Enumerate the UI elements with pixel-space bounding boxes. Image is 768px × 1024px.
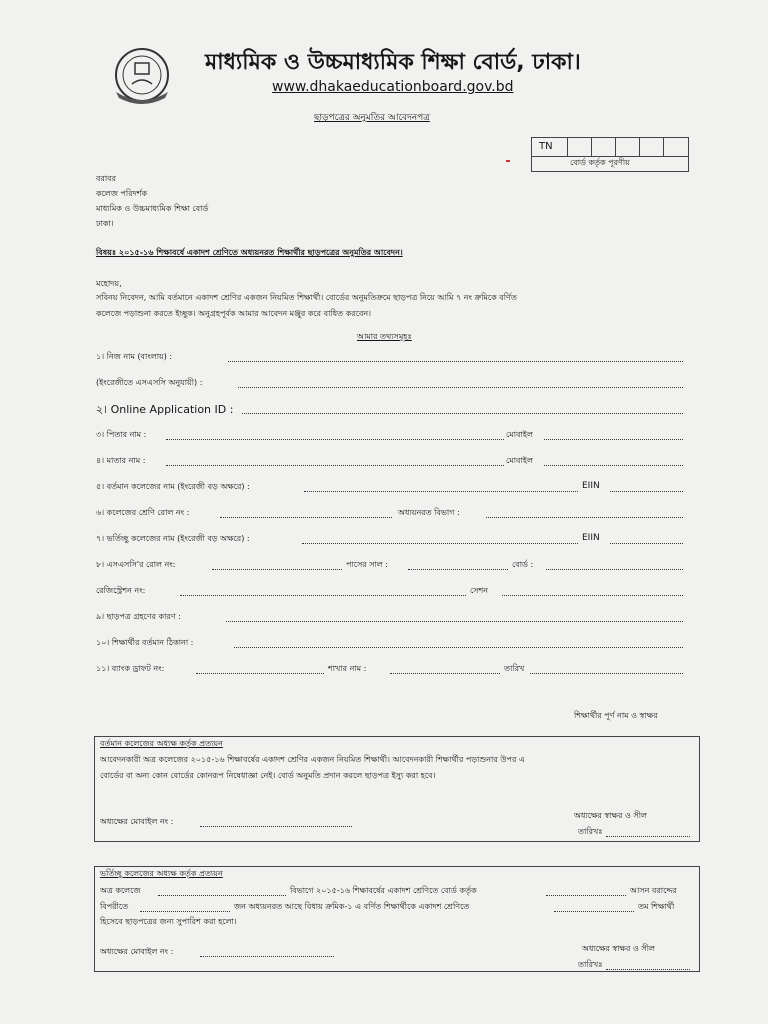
field-session-label: সেশন bbox=[470, 586, 489, 595]
box1-mobile-label: অধ্যক্ষের মোবাইল নং : bbox=[100, 817, 174, 826]
box2-line2-c: তম শিক্ষার্থী bbox=[638, 902, 675, 911]
field-eiin-1-line[interactable] bbox=[610, 491, 683, 492]
field-board-label: বোর্ড : bbox=[512, 560, 534, 569]
box1-line: বোর্ডের বা অন্য কোন বোর্ডের কোনরূপ নিষেধাজ্ঞা নেই। বোর্ড অনুমতি প্রদান করলে ছাড়পত্র ইস্যু করা হবে। bbox=[100, 771, 436, 780]
recipient-line: মাধ্যমিক ও উচ্চমাধ্যমিক শিক্ষা বোর্ড bbox=[96, 204, 209, 213]
field-ssc-roll-line[interactable] bbox=[212, 569, 342, 570]
field-name-bn-label: ১। নিজ নাম (বাংলায়) : bbox=[96, 352, 173, 361]
box2-date-line[interactable] bbox=[606, 969, 690, 970]
field-online-id-label: ২। Online Application ID : bbox=[96, 403, 234, 416]
field-address-label: ১০। শিক্ষার্থীর বর্তমান ঠিকানা : bbox=[96, 638, 194, 647]
field-mother-label: ৪। মাতার নাম : bbox=[96, 456, 146, 465]
box2-line1-blank-2[interactable] bbox=[546, 895, 626, 896]
box2-line2-a: বিপরীতে bbox=[100, 902, 129, 911]
field-branch-line[interactable] bbox=[390, 673, 500, 674]
box1-date-label: তারিখঃ bbox=[578, 827, 603, 836]
box2-line2-b: জন অধ্যয়নরত আছে বিধায় ক্রমিক-১ এ বর্ণিত শিক্ষার্থীকে একাদশ শ্রেণিতে bbox=[234, 902, 470, 911]
field-department-line[interactable] bbox=[486, 517, 683, 518]
salutation: মহোদয়, bbox=[96, 279, 122, 288]
recipient-line: কলেজ পরিদর্শক bbox=[96, 189, 148, 198]
box2-mobile-label: অধ্যক্ষের মোবাইল নং : bbox=[100, 947, 174, 956]
box2-title: ভর্তিচ্ছু কলেজের অধ্যক্ষ কর্তৃক প্রত্যয়ন bbox=[100, 869, 223, 878]
box2-line1-c: আসন বরাদ্দের bbox=[630, 886, 677, 895]
box2-line2-blank-1[interactable] bbox=[140, 911, 230, 912]
field-name-en-line[interactable] bbox=[238, 387, 683, 388]
recipient-line: বরাবর bbox=[96, 174, 117, 183]
field-bank-draft-label: ১১। ব্যাংক ড্রাফট নং: bbox=[96, 664, 165, 673]
box2-date-label: তারিখঃ bbox=[578, 960, 603, 969]
body-line: কলেজে পড়াশুনা করতে ইচ্ছুক। অনুগ্রহপূর্বক আমার আবেদন মঞ্জুর করে বাধিত করবেন। bbox=[96, 309, 372, 318]
field-eiin-2-label: EIIN bbox=[582, 533, 600, 543]
box2-line3: হিসেবে ছাড়পত্রের জন্য সুপারিশ করা হলো। bbox=[100, 917, 237, 926]
form-title: ছাড়পত্রের অনুমতির আবেদনপত্র bbox=[314, 113, 430, 123]
box2-line1-a: অত্র কলেজে bbox=[100, 886, 141, 895]
field-registration-label: রেজিস্ট্রেশন নং: bbox=[96, 586, 146, 595]
field-father-mobile-line[interactable] bbox=[544, 439, 683, 440]
field-mother-mobile-line[interactable] bbox=[544, 465, 683, 466]
box1-line: আবেদনকারী অত্র কলেজের ২০১৫-১৬ শিক্ষাবর্ষের একাদশ শ্রেণির একজন নিয়মিত শিক্ষার্থী। আবেদনকারী শিক্ষার্থীর পড়াশুনার উপর এ bbox=[100, 755, 525, 764]
mark bbox=[506, 160, 510, 162]
field-name-bn-line[interactable] bbox=[228, 361, 683, 362]
box1-date-line[interactable] bbox=[606, 836, 690, 837]
field-department-label: অধ্যয়নরত বিভাগ : bbox=[398, 508, 460, 517]
box2-mobile-line[interactable] bbox=[200, 956, 334, 957]
field-board-line[interactable] bbox=[546, 569, 683, 570]
subject-line: বিষয়ঃ ২০১৫-১৬ শিক্ষাবর্ষে একাদশ শ্রেণিতে অধ্যয়নরত শিক্ষার্থীর ছাড়পত্রের অনুমতির আবেদন। bbox=[96, 248, 403, 257]
field-name-en-label: (ইংরেজীতে এসএসসি অনুযায়ী) : bbox=[96, 378, 203, 387]
field-mother-line[interactable] bbox=[166, 465, 504, 466]
student-signature-label: শিক্ষার্থীর পূর্ণ নাম ও স্বাক্ষর bbox=[574, 711, 658, 720]
field-ssc-roll-label: ৮। এসএসসি'র রোল নং: bbox=[96, 560, 176, 569]
field-pass-year-line[interactable] bbox=[408, 569, 508, 570]
field-bank-draft-line[interactable] bbox=[196, 673, 324, 674]
field-eiin-2-line[interactable] bbox=[610, 543, 683, 544]
field-reason-line[interactable] bbox=[226, 621, 683, 622]
box2-line2-blank-2[interactable] bbox=[554, 911, 634, 912]
box2-line1-b: বিভাগে ২০১৫-১৬ শিক্ষাবর্ষের একাদশ শ্রেণিতে বোর্ড কর্তৃক bbox=[290, 886, 477, 895]
field-date-label: তারিখ bbox=[504, 664, 525, 673]
tn-note: বোর্ড কর্তৃক পূরণীয় bbox=[570, 158, 630, 167]
field-father-label: ৩। পিতার নাম : bbox=[96, 430, 147, 439]
field-registration-line[interactable] bbox=[180, 595, 466, 596]
field-target-college-label: ৭। ভর্তিচ্ছু কলেজের নাম (ইংরেজী বড় অক্ষরে) : bbox=[96, 534, 250, 543]
field-class-roll-label: ৬। কলেজের শ্রেণি রোল নং : bbox=[96, 508, 190, 517]
field-father-line[interactable] bbox=[166, 439, 504, 440]
tn-box bbox=[531, 137, 689, 172]
board-website[interactable]: www.dhakaeducationboard.gov.bd bbox=[272, 79, 514, 95]
box2-sign-label: অধ্যক্ষের স্বাক্ষর ও সীল bbox=[582, 944, 655, 953]
body-line: সবিনয় নিবেদন, আমি বর্তমানে একাদশ শ্রেণির একজন নিয়মিত শিক্ষার্থী। বোর্ডের অনুমতিক্রমে ছাড়পত্র নিয়ে আমি ৭ নং ক্রমিকে বর্ণিত bbox=[96, 293, 517, 302]
field-reason-label: ৯। ছাড়পত্র গ্রহণের কারণ : bbox=[96, 612, 181, 621]
field-target-college-line[interactable] bbox=[302, 543, 578, 544]
field-branch-label: শাখার নাম : bbox=[328, 664, 367, 673]
board-title: মাধ্যমিক ও উচ্চমাধ্যমিক শিক্ষা বোর্ড, ঢাকা। bbox=[205, 50, 581, 75]
field-current-college-line[interactable] bbox=[304, 491, 578, 492]
field-date-line[interactable] bbox=[530, 673, 683, 674]
tn-label: TN bbox=[539, 141, 553, 152]
field-current-college-label: ৫। বর্তমান কলেজের নাম (ইংরেজী বড় অক্ষরে) : bbox=[96, 482, 250, 491]
box1-title: বর্তমান কলেজের অধ্যক্ষ কর্তৃক প্রত্যয়ন bbox=[100, 739, 223, 748]
field-eiin-1-label: EIIN bbox=[582, 481, 600, 491]
field-pass-year-label: পাসের সাল : bbox=[346, 560, 388, 569]
box2-line1-blank-1[interactable] bbox=[158, 895, 286, 896]
field-online-id-line[interactable] bbox=[242, 413, 683, 414]
field-father-mobile-label: মোবাইল bbox=[506, 430, 533, 439]
field-address-line[interactable] bbox=[234, 647, 683, 648]
board-logo bbox=[110, 46, 174, 110]
info-heading: আমার তথ্যসমূহঃ bbox=[357, 332, 412, 341]
recipient-line: ঢাকা। bbox=[96, 219, 114, 228]
current-college-certification-box bbox=[94, 736, 700, 842]
field-class-roll-line[interactable] bbox=[220, 517, 392, 518]
field-session-line[interactable] bbox=[502, 595, 683, 596]
box1-sign-label: অধ্যক্ষের স্বাক্ষর ও সীল bbox=[574, 811, 647, 820]
box1-mobile-line[interactable] bbox=[200, 826, 352, 827]
field-mother-mobile-label: মোবাইল bbox=[506, 456, 533, 465]
